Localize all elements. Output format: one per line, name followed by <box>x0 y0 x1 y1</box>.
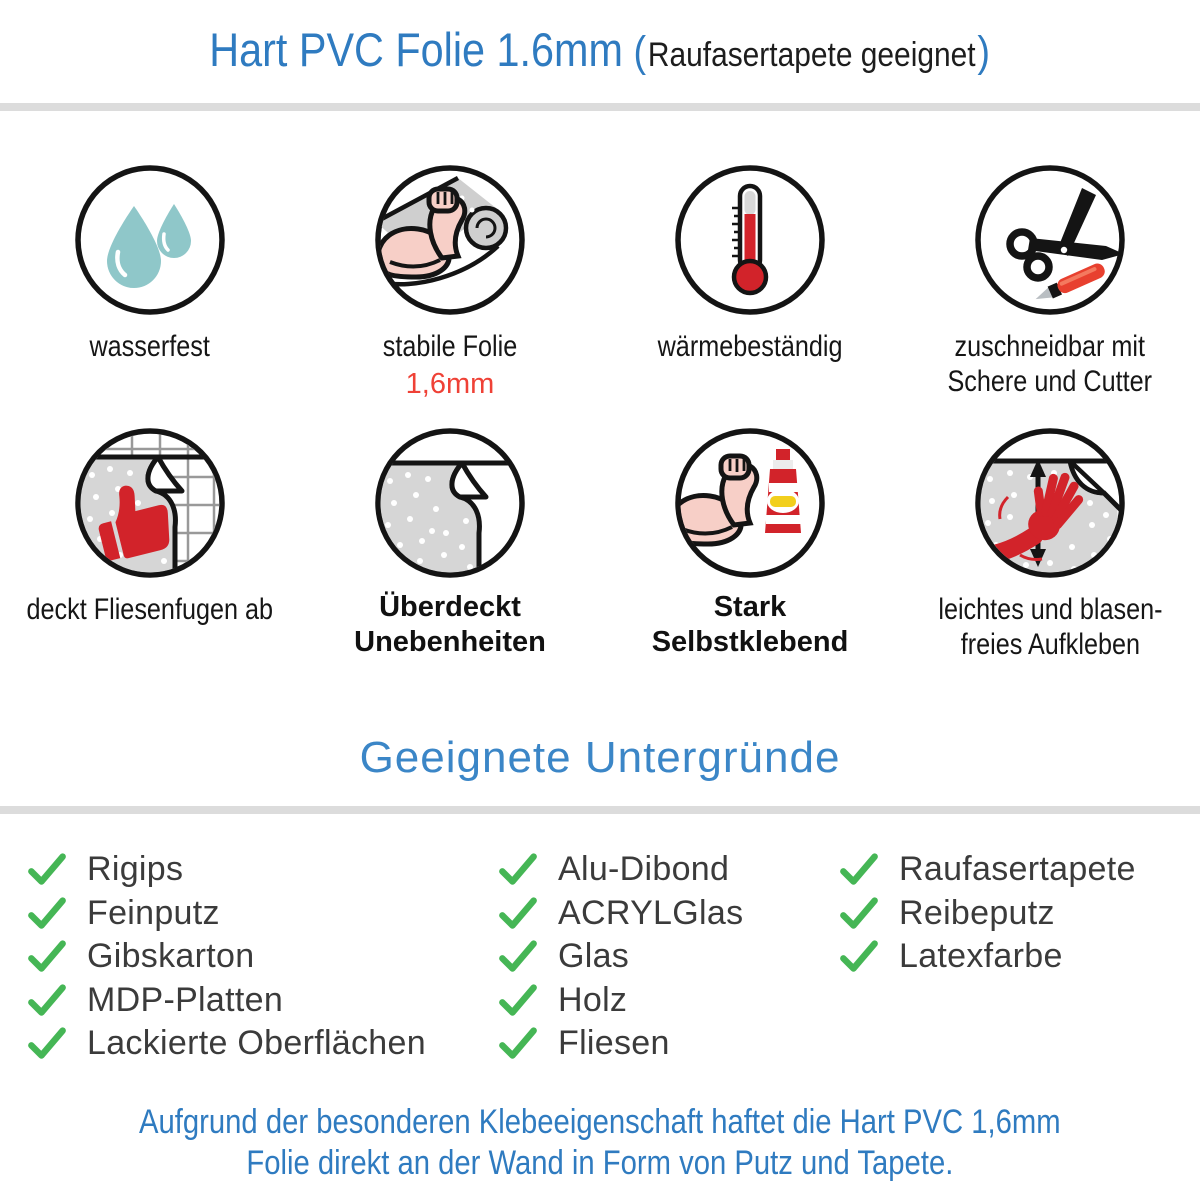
list-item <box>497 848 743 892</box>
divider-middle <box>0 806 1200 814</box>
feature-wasserfest <box>0 164 300 401</box>
feature-stabile-folie <box>300 164 600 401</box>
feature-caption: zuschneidbar mit Schere und Cutter <box>947 330 1153 398</box>
feature-caption: wärmebeständig <box>657 330 843 363</box>
check-icon <box>26 939 68 974</box>
feature-caption-thickness: 1,6mm <box>405 368 495 400</box>
list-item <box>497 892 743 936</box>
list-item-label: Rigips <box>87 850 184 889</box>
list-item-label: Glas <box>558 937 630 976</box>
list-item-label: Latexfarbe <box>899 937 1063 976</box>
check-icon <box>26 983 68 1018</box>
feature-zuschneidbar <box>900 164 1200 401</box>
check-icon <box>497 983 539 1018</box>
list-item <box>26 848 426 892</box>
check-icon <box>26 852 68 887</box>
muscle-glue-icon <box>674 427 826 579</box>
note-line-2: Folie direkt an der Wand in Form von Putz und Tapete. <box>246 1144 954 1182</box>
title-paren-close: ) <box>977 28 991 76</box>
feature-waermebestaendig <box>600 164 900 401</box>
feature-selbstklebend <box>600 427 900 662</box>
feature-fliesenfugen <box>0 427 300 662</box>
list-item-label: Alu-Dibond <box>558 850 730 889</box>
list-item-label: Feinputz <box>87 893 220 932</box>
check-icon <box>838 939 880 974</box>
checklist-column-3 <box>838 848 1136 979</box>
dotted-foil-icon <box>374 427 526 579</box>
check-icon <box>26 1026 68 1061</box>
list-item-label: Raufasertapete <box>899 850 1136 889</box>
list-item-label: Holz <box>558 980 628 1019</box>
feature-caption: deckt Fliesenfugen ab <box>26 593 274 626</box>
title-paren-text: Raufasertapete geeignet <box>648 36 976 74</box>
hand-foil-icon <box>974 427 1126 579</box>
list-item <box>26 1022 426 1066</box>
water-drops-icon <box>74 164 226 316</box>
list-item <box>497 935 743 979</box>
check-icon <box>497 852 539 887</box>
title-main: Hart PVC Folie 1.6mm <box>209 23 624 76</box>
list-item-label: Gibskarton <box>87 937 255 976</box>
list-item <box>838 935 1136 979</box>
feature-aufkleben <box>900 427 1200 662</box>
check-icon <box>26 896 68 931</box>
note-line-1: Aufgrund der besonderen Klebeeigenschaft haftet die Hart PVC 1,6mm <box>139 1103 1061 1141</box>
check-icon <box>497 896 539 931</box>
list-item-label: Reibeputz <box>899 893 1055 932</box>
title-paren-open: ( <box>633 28 647 76</box>
muscle-foil-icon <box>374 164 526 316</box>
suitable-surfaces-list <box>0 848 1200 1093</box>
list-item <box>497 979 743 1023</box>
scissors-cutter-icon <box>974 164 1126 316</box>
checklist-column-2 <box>497 848 743 1066</box>
list-item <box>497 1022 743 1066</box>
feature-caption: wasserfest <box>89 330 211 363</box>
check-icon <box>497 1026 539 1061</box>
feature-caption: Überdeckt Unebenheiten <box>354 591 546 658</box>
thermometer-icon <box>674 164 826 316</box>
feature-unebenheiten <box>300 427 600 662</box>
page-title <box>0 22 1200 77</box>
feature-caption: leichtes und blasen- freies Aufkleben <box>937 593 1163 661</box>
list-item <box>26 935 426 979</box>
adhesive-note <box>0 1102 1200 1184</box>
divider-top <box>0 103 1200 111</box>
feature-caption: Stark Selbstklebend <box>651 591 849 658</box>
check-icon <box>497 939 539 974</box>
list-item-label: Fliesen <box>558 1024 670 1063</box>
feature-row-1 <box>0 164 1200 401</box>
check-icon <box>838 896 880 931</box>
list-item-label: ACRYLGlas <box>558 893 744 932</box>
tiles-thumbs-up-icon <box>74 427 226 579</box>
section-heading: Geeignete Untergründe <box>359 733 841 782</box>
list-item <box>26 979 426 1023</box>
list-item <box>838 892 1136 936</box>
feature-row-2 <box>0 427 1200 662</box>
list-item-label: MDP-Platten <box>87 980 284 1019</box>
checklist-column-1 <box>26 848 426 1066</box>
check-icon <box>838 852 880 887</box>
list-item <box>838 848 1136 892</box>
feature-caption: stabile Folie <box>382 330 518 363</box>
list-item <box>26 892 426 936</box>
list-item-label: Lackierte Oberflächen <box>87 1024 426 1063</box>
